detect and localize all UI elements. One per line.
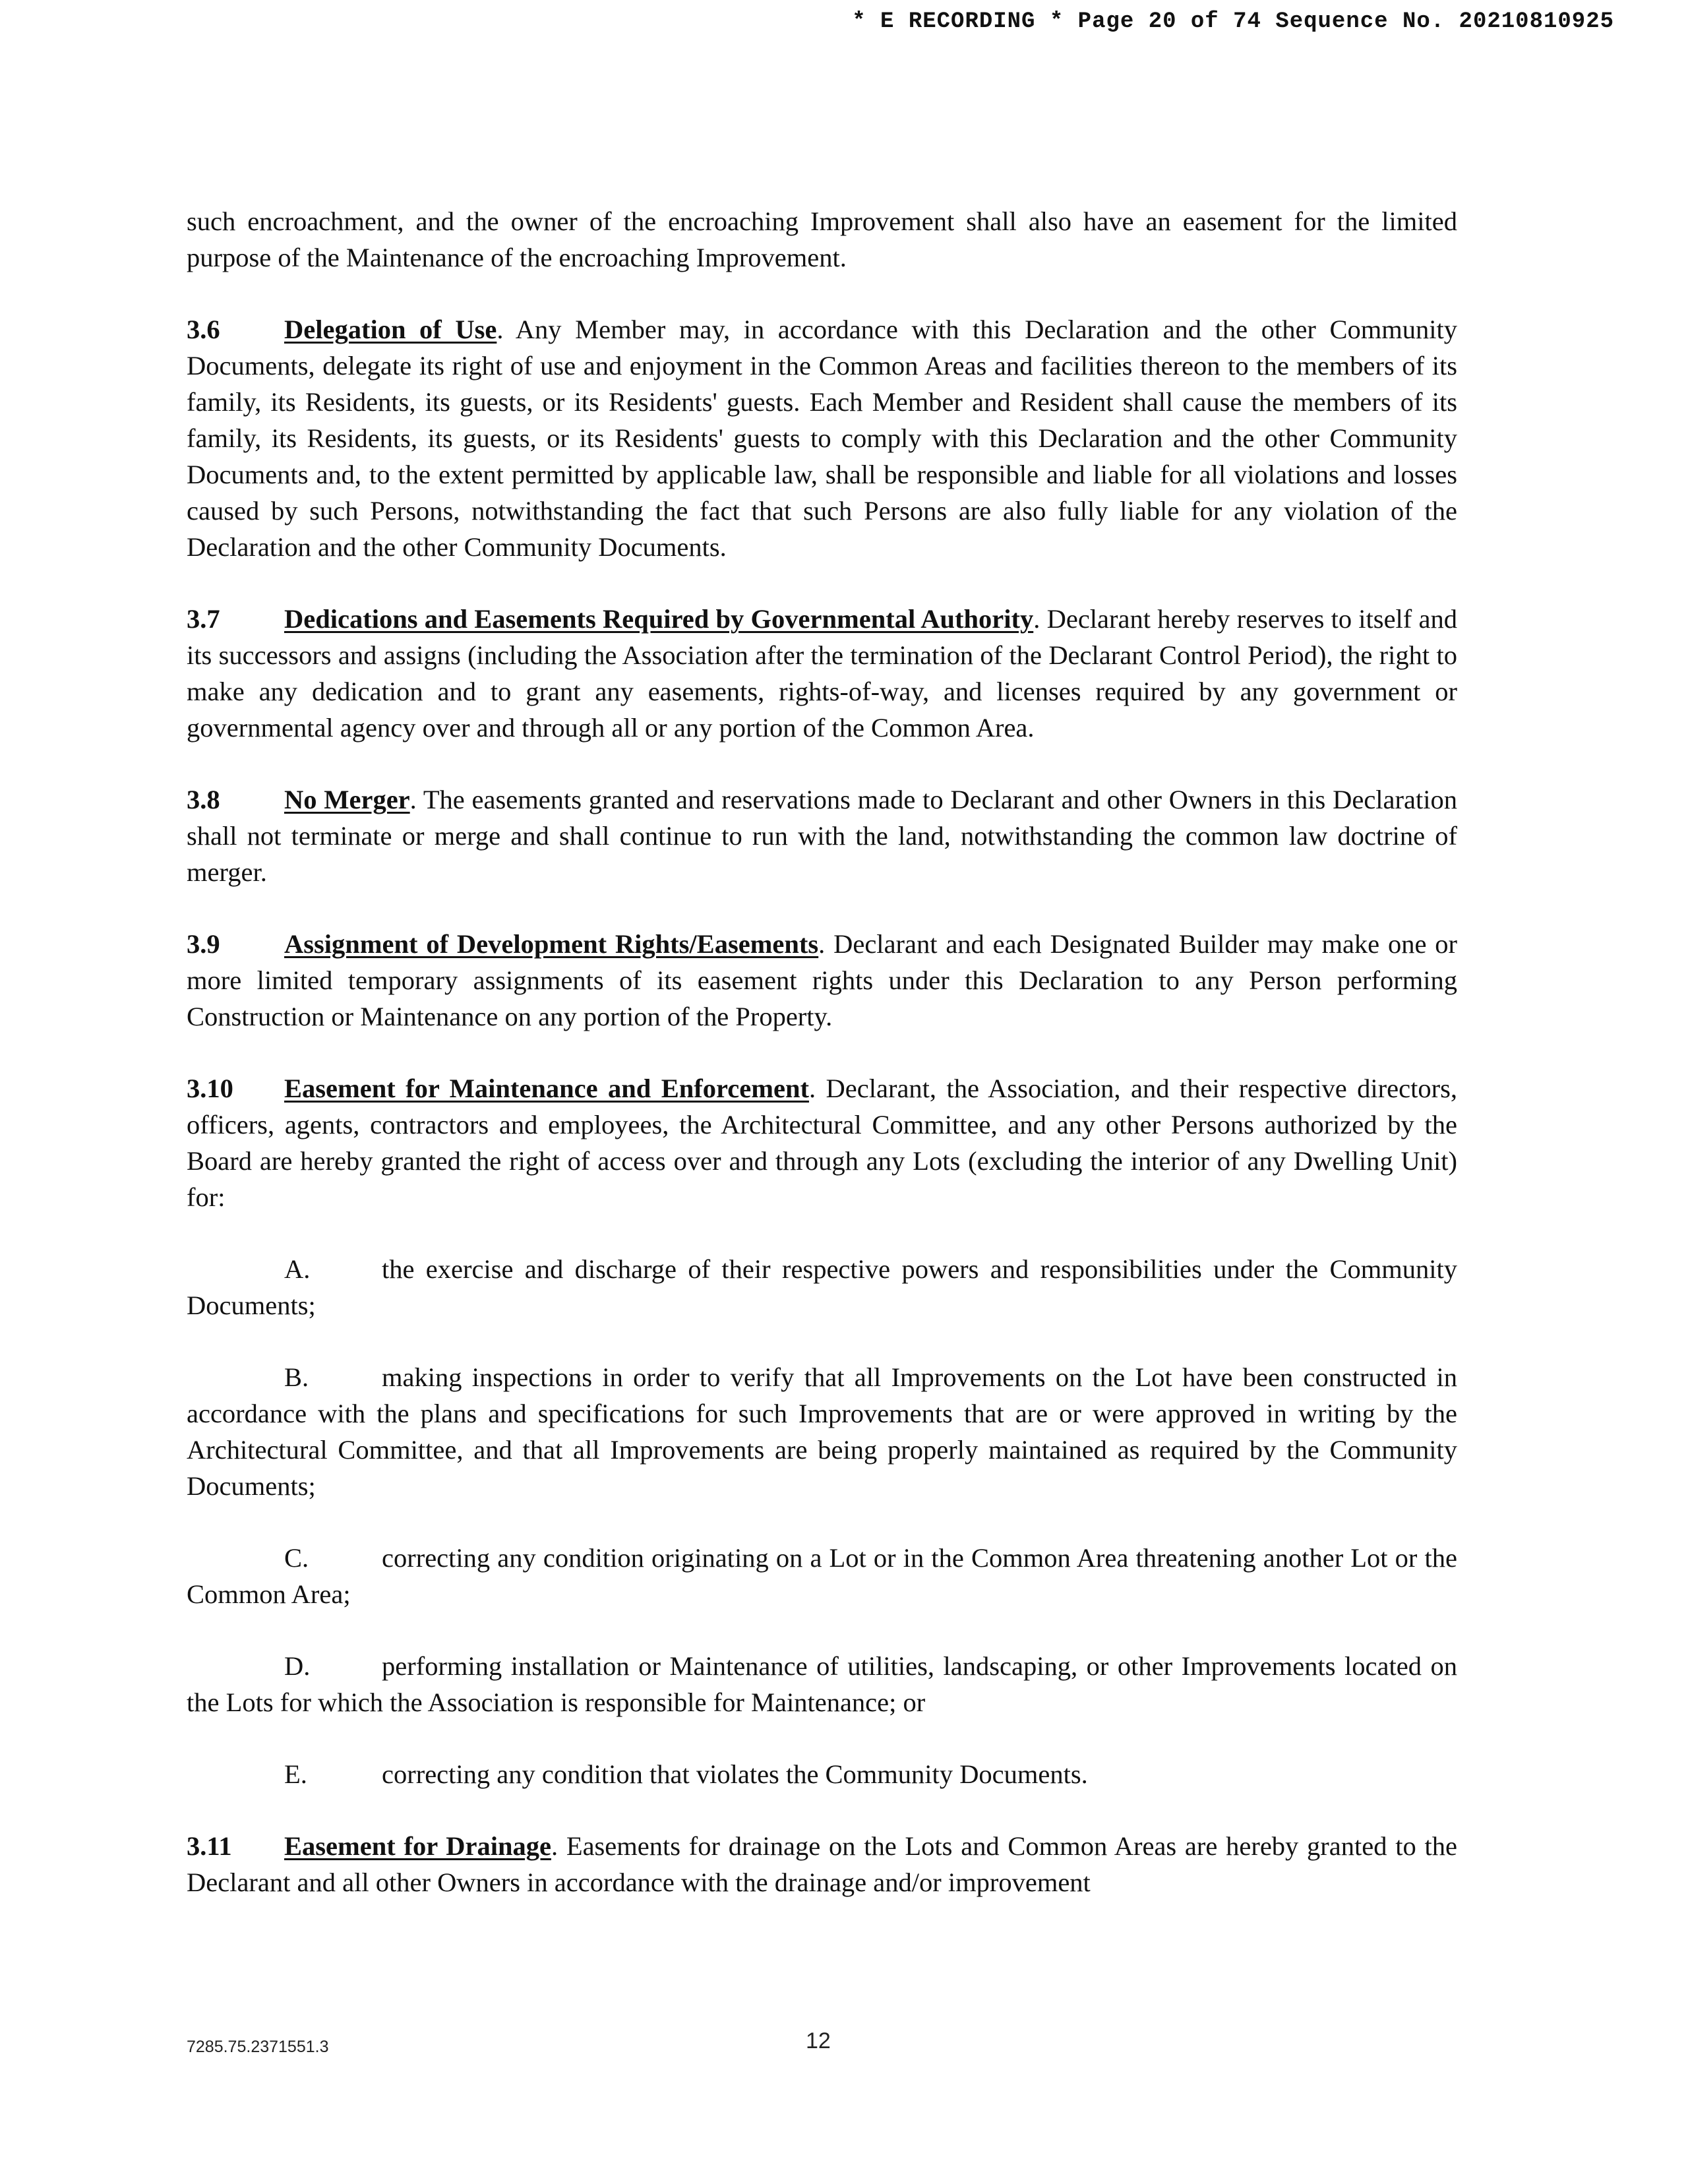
item-label: B.: [284, 1362, 309, 1392]
section-3-7: [187, 601, 1457, 746]
section-number: 3.11: [187, 1831, 232, 1861]
section-body: . Declarant and each Designated Builder may make one or more limited temporary assignments of its easement rights under this Declaration to any Person performing Construction or Maintenance on any portion of the Property.: [187, 929, 1457, 1031]
section-body: . Easements for drainage on the Lots and Common Areas are hereby granted to the Declarant and all other Owners in accordance with the drainage and/or improvement: [187, 1831, 1457, 1897]
item-label: A.: [284, 1254, 311, 1284]
section-title: Easement for Maintenance and Enforcement: [284, 1074, 809, 1103]
document-body: [187, 203, 1457, 1900]
section-title: Delegation of Use: [284, 315, 497, 344]
section-body: . The easements granted and reservations made to Declarant and other Owners in this Declaration shall not terminate or merge and shall continue to run with the land, notwithstanding the common law doctrine of merger.: [187, 785, 1457, 887]
page-number: 12: [806, 2028, 831, 2053]
document-id: 7285.75.2371551.3: [187, 2038, 329, 2056]
list-item-b: [187, 1359, 1457, 1504]
list-item-a: [187, 1251, 1457, 1323]
list-item-e: [187, 1756, 1457, 1792]
section-3-9: [187, 926, 1457, 1035]
item-label: E.: [284, 1759, 307, 1789]
section-3-10: [187, 1070, 1457, 1215]
section-number: 3.6: [187, 315, 220, 344]
recording-header: * E RECORDING * Page 20 of 74 Sequence No. 20210810925: [852, 9, 1614, 34]
section-3-8: [187, 781, 1457, 890]
section-3-11: [187, 1828, 1457, 1900]
section-number: 3.8: [187, 785, 220, 814]
section-title: No Merger: [284, 785, 410, 814]
section-title: Easement for Drainage: [284, 1831, 551, 1861]
section-number: 3.7: [187, 604, 220, 634]
section-number: 3.9: [187, 929, 220, 959]
section-title: Assignment of Development Rights/Easements: [284, 929, 819, 959]
item-label: C.: [284, 1543, 309, 1573]
item-text: making inspections in order to verify that all Improvements on the Lot have been constructed in accordance with the plans and specifications for such Improvements that are or were approved in writing by the Architectural Committee, and that all Improvements are being properly maintained as required by the Community Documents;: [187, 1362, 1457, 1501]
section-body: . Declarant, the Association, and their respective directors, officers, agents, contractors and employees, the Architectural Committee, and any other Persons authorized by the Board are hereby granted the right of access over and through any Lots (excluding the interior of any Dwelling Unit) for:: [187, 1074, 1457, 1212]
section-body: . Any Member may, in accordance with this Declaration and the other Community Documents, delegate its right of use and enjoyment in the Common Areas and facilities thereon to the members of its family, its Residents, its guests, or its Residents' guests. Each Member and Resident shall cause the members of its family, its Residents, its guests, or its Residents' guests to comply with this Declaration and the other Community Documents and, to the extent permitted by applicable law, shall be responsible and liable for all violations and losses caused by such Persons, notwithstanding the fact that such Persons are also fully liable for any violation of the Declaration and the other Community Documents.: [187, 315, 1458, 562]
item-text: correcting any condition that violates the Community Documents.: [382, 1759, 1088, 1789]
item-label: D.: [284, 1651, 311, 1681]
section-title: Dedications and Easements Required by Governmental Authority: [284, 604, 1034, 634]
intro-paragraph: such encroachment, and the owner of the encroaching Improvement shall also have an easement for the limited purpose of the Maintenance of the encroaching Improvement.: [187, 206, 1457, 272]
list-item-c: [187, 1540, 1457, 1612]
section-body: . Declarant hereby reserves to itself and its successors and assigns (including the Association after the termination of the Declarant Control Period), the right to make any dedication and to grant any easements, rights-of-way, and licenses required by any government or governmental agency over and through all or any portion of the Common Area.: [187, 604, 1458, 743]
list-item-d: [187, 1648, 1457, 1720]
item-text: performing installation or Maintenance of utilities, landscaping, or other Improvements located on the Lots for which the Association is responsible for Maintenance; or: [187, 1651, 1457, 1717]
item-text: the exercise and discharge of their respective powers and responsibilities under the Community Documents;: [187, 1254, 1457, 1320]
item-text: correcting any condition originating on a Lot or in the Common Area threatening another Lot or the Common Area;: [187, 1543, 1457, 1609]
section-3-6: [187, 311, 1457, 565]
section-number: 3.10: [187, 1074, 233, 1103]
